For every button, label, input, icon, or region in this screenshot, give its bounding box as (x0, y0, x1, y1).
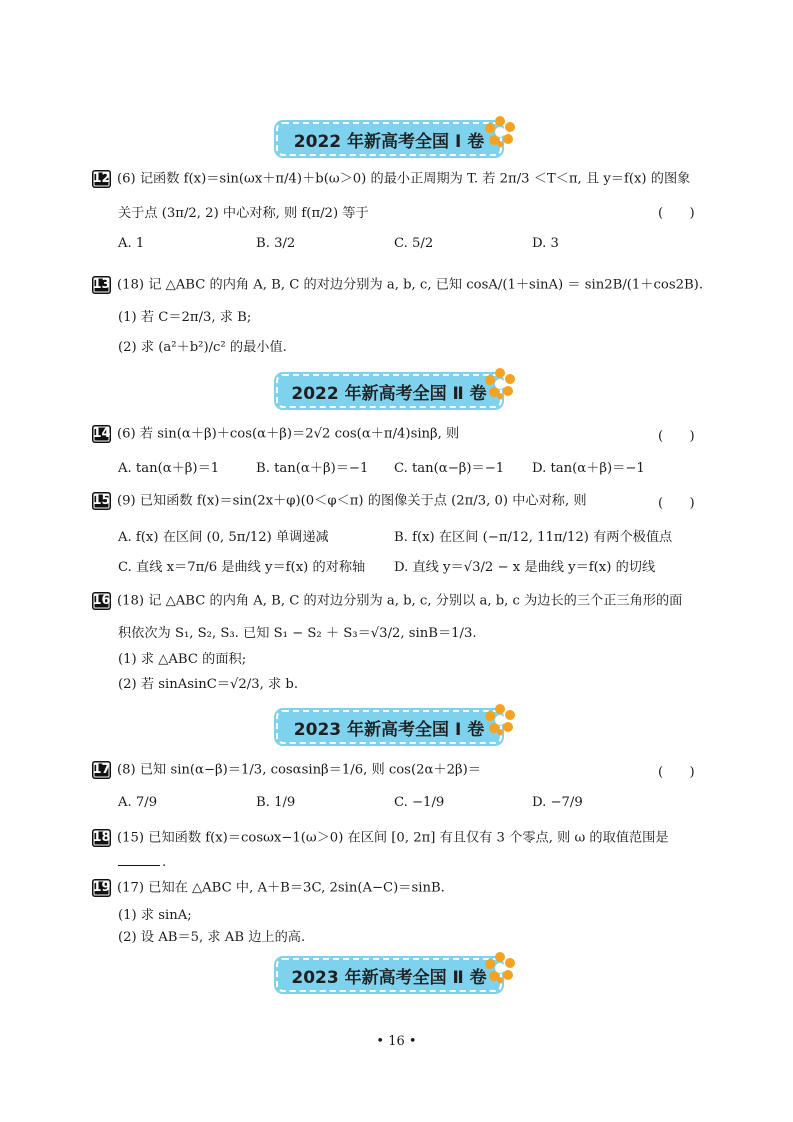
option-b: B. f(x) 在区间 (−π/12, 11π/12) 有两个极值点 (394, 530, 673, 545)
question-text: (8) 已知 sin(α−β)＝1/3, cosαsinβ＝1/6, 则 cos(2α＋2β)＝ (117, 762, 481, 778)
question-text: (17) 已知在 △ABC 中, A＋B＝3C, 2sin(A−C)＝sinB. (117, 880, 445, 896)
option-a: A. f(x) 在区间 (0, 5π/12) 单调递减 (118, 530, 329, 545)
section-banner-2022-1 (276, 116, 518, 154)
answer-paren: ( ) (658, 765, 695, 780)
question-19-line-3: (2) 设 AB＝5, 求 AB 边上的高. (118, 930, 306, 945)
question-12 (92, 170, 690, 189)
question-text: (15) 已知函数 f(x)＝cosωx−1(ω＞0) 在区间 [0, 2π] 有且仅有 3 个零点, 则 ω 的取值范围是 (117, 830, 669, 846)
flower-icon (482, 702, 518, 738)
option-b: B. 3/2 (256, 236, 296, 251)
option-d: D. tan(α＋β)＝−1 (532, 461, 645, 476)
banner-title: 2023 年新高考全国 Ⅱ 卷 (276, 958, 502, 992)
option-a: A. 7/9 (118, 795, 158, 810)
option-d: D. 3 (532, 236, 559, 251)
question-17 (92, 761, 481, 780)
answer-blank[interactable] (118, 865, 160, 866)
question-18 (92, 829, 669, 848)
question-13-line-2: (1) 若 C＝2π/3, 求 B; (118, 310, 252, 325)
question-text: (18) 记 △ABC 的内角 A, B, C 的对边分别为 a, b, c, 分别以 a, b, c 为边长的三个正三角形的面 (117, 593, 683, 609)
question-14 (92, 425, 459, 444)
blank-end: . (162, 855, 167, 870)
answer-paren: ( ) (658, 429, 695, 444)
question-number: 13 (92, 277, 111, 292)
question-16-line-2: 积依次为 S₁, S₂, S₃. 已知 S₁ − S₂ ＋ S₃＝√3/2, sinB＝1/3. (118, 626, 477, 641)
section-banner-2023-2 (276, 952, 518, 990)
question-16-line-3: (1) 求 △ABC 的面积; (118, 652, 247, 667)
question-number: 19 (92, 880, 111, 895)
page-number: • 16 • (376, 1034, 417, 1049)
option-b: B. 1/9 (256, 795, 296, 810)
question-13 (92, 276, 703, 295)
question-18-line-2 (118, 855, 166, 870)
question-13-line-3: (2) 求 (a²＋b²)/c² 的最小值. (118, 340, 287, 355)
option-d: D. −7/9 (532, 795, 583, 810)
option-a: A. 1 (118, 236, 145, 251)
answer-paren: ( ) (658, 496, 695, 511)
question-text: (6) 记函数 f(x)＝sin(ωx＋π/4)＋b(ω＞0) 的最小正周期为 T. 若 2π/3 ＜T＜π, 且 y＝f(x) 的图象 (117, 171, 691, 187)
flower-icon (482, 366, 518, 402)
flower-icon (482, 114, 518, 150)
answer-paren: ( ) (658, 206, 695, 221)
banner-title: 2022 年新高考全国 Ⅰ 卷 (276, 122, 502, 156)
question-text: (9) 已知函数 f(x)＝sin(2x＋φ)(0＜φ＜π) 的图像关于点 (2π/3, 0) 中心对称, 则 (117, 493, 587, 509)
option-c: C. tan(α−β)＝−1 (394, 461, 505, 476)
question-12-line-2: 关于点 (3π/2, 2) 中心对称, 则 f(π/2) 等于 (118, 206, 369, 221)
flower-icon (482, 950, 518, 986)
option-c: C. 5/2 (394, 236, 434, 251)
question-19 (92, 879, 445, 898)
question-number: 12 (92, 171, 111, 186)
question-number: 17 (92, 762, 111, 777)
question-text: (6) 若 sin(α＋β)＋cos(α＋β)＝2√2 cos(α＋π/4)sinβ, 则 (117, 426, 460, 442)
option-b: B. tan(α＋β)＝−1 (256, 461, 369, 476)
option-d: D. 直线 y＝√3/2 − x 是曲线 y＝f(x) 的切线 (394, 560, 656, 575)
banner-title: 2023 年新高考全国 Ⅰ 卷 (276, 710, 502, 744)
question-number: 18 (92, 830, 111, 845)
question-number: 14 (92, 426, 111, 441)
question-number: 15 (92, 493, 111, 508)
banner-title: 2022 年新高考全国 Ⅱ 卷 (276, 374, 502, 408)
section-banner-2023-1 (276, 704, 518, 742)
section-banner-2022-2 (276, 368, 518, 406)
question-16-line-4: (2) 若 sinAsinC＝√2/3, 求 b. (118, 677, 299, 692)
option-a: A. tan(α＋β)＝1 (118, 461, 220, 476)
question-15 (92, 492, 587, 511)
option-c: C. −1/9 (394, 795, 445, 810)
question-text: (18) 记 △ABC 的内角 A, B, C 的对边分别为 a, b, c, 已知 cosA/(1＋sinA) ＝ sin2B/(1＋cos2B). (117, 277, 704, 293)
option-c: C. 直线 x＝7π/6 是曲线 y＝f(x) 的对称轴 (118, 560, 366, 575)
question-19-line-2: (1) 求 sinA; (118, 908, 192, 923)
question-16 (92, 592, 682, 611)
question-number: 16 (92, 593, 111, 608)
